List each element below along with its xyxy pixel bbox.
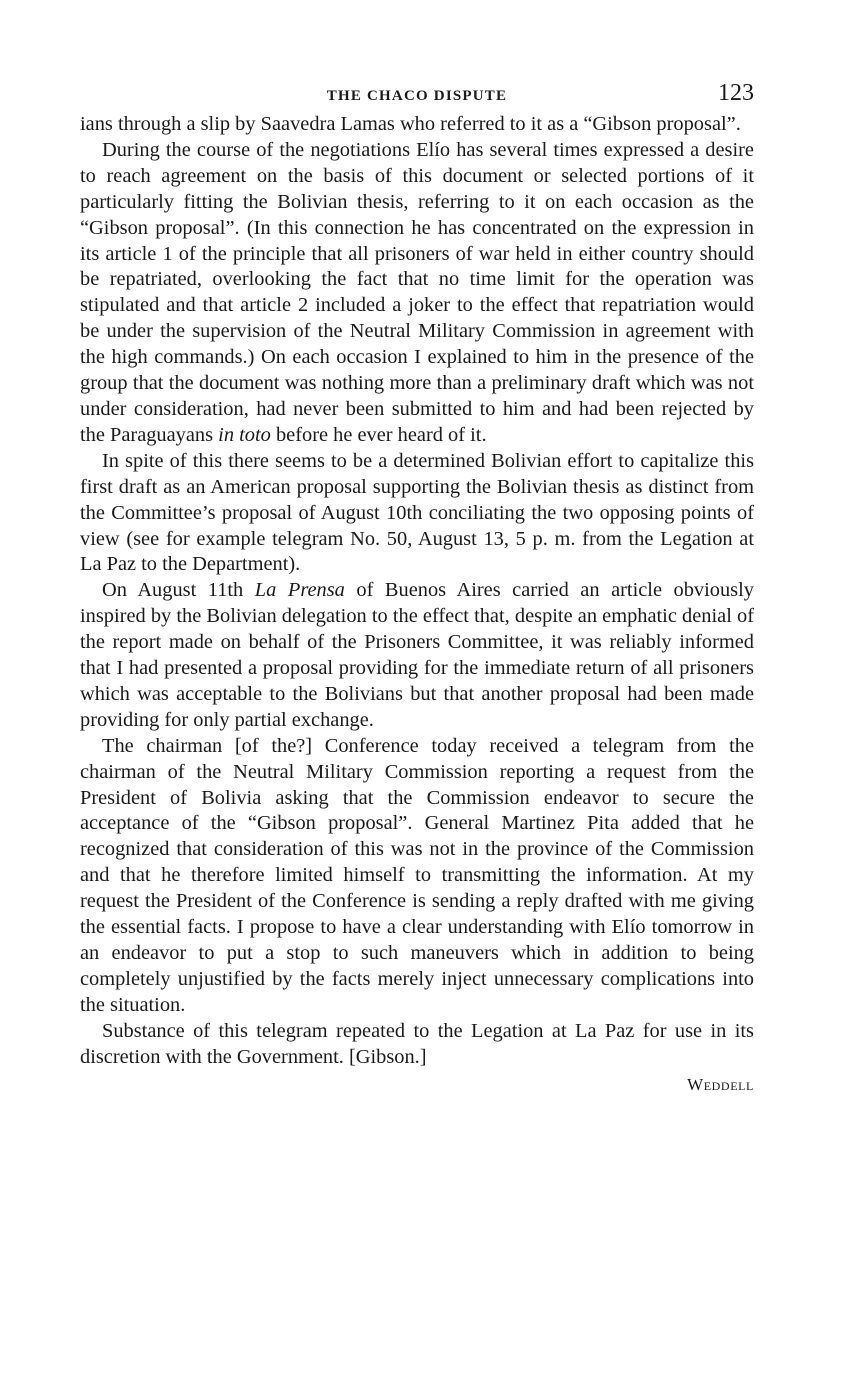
paragraph-4-tail: of Buenos Aires carried an article obviously inspired by the Bolivian delegation to the effect that, despite an emphatic denial of the report made on behalf of the Prisoners Committee, it was reliably informed that I had presented a proposal providing for the immediate return of all prisoners which was acceptable to the Bolivians but that another proposal had been made providing for only partial exchange.: [80, 579, 754, 731]
running-title: THE CHACO DISPUTE: [326, 88, 508, 104]
signature: Weddell: [687, 1074, 754, 1094]
page-number: 123: [718, 80, 754, 106]
paragraph-4-italic: La Prensa: [254, 579, 345, 602]
paragraph-5: The chairman [of the?] Conference today received a telegram from the chairman of the Neutral Military Commission reporting a request from the President of Bolivia asking that the Commission endeavor to secure the acceptance of the “Gibson proposal”. General Martinez Pita added that he recognized that consideration of this was not in the province of the Commission and that he therefore limited himself to transmitting the information. At my request the President of the Conference is sending a reply drafted with me giving the essential facts. I propose to have a clear understanding with Elío tomorrow in an endeavor to put a stop to such maneuvers which in addition to being completely unjustified by the facts merely inject unnecessary complications into the situation.: [80, 734, 754, 1016]
paragraph-4: [80, 578, 754, 733]
paragraph-1: ians through a slip by Saavedra Lamas who referred to it as a “Gibson proposal”.: [80, 113, 741, 135]
paragraph-6: Substance of this telegram repeated to the Legation at La Paz for use in its discretion with the Government. [Gibson.]: [80, 1019, 754, 1068]
paragraph-2-italic: in toto: [218, 423, 271, 446]
running-header: [80, 78, 754, 112]
document-page: [80, 78, 754, 1095]
body-text: [80, 112, 754, 1071]
paragraph-4-text: On August 11th: [102, 579, 244, 602]
paragraph-2-text: During the course of the negotiations Elío has several times expressed a desire to reach agreement on the basis of this document or selected portions of it particularly fitting the Bolivian thesis, referring to it on each occasion as the “Gibson proposal”. (In this connection he has concentrated on the expression in its article 1 of the principle that all prisoners of war held in either country should be repatriated, overlooking the fact that no time limit for the operation was stipulated and that article 2 included a joker to the effect that repatriation would be under the supervision of the Neutral Military Commission in agreement with the high commands.) On each occasion I explained to him in the presence of the group that the document was nothing more than a preliminary draft which was not under consideration, had never been submitted to him and had been rejected by the Paraguayans: [80, 138, 754, 446]
paragraph-3: In spite of this there seems to be a determined Bolivian effort to capitalize this first draft as an American proposal supporting the Bolivian thesis as distinct from the Committee’s proposal of August 10th conciliating the two opposing points of view (see for example telegram No. 50, August 13, 5 p. m. from the Legation at La Paz to the Department).: [80, 449, 754, 576]
paragraph-2-tail: before he ever heard of it.: [275, 423, 487, 446]
paragraph-2: [80, 138, 754, 449]
